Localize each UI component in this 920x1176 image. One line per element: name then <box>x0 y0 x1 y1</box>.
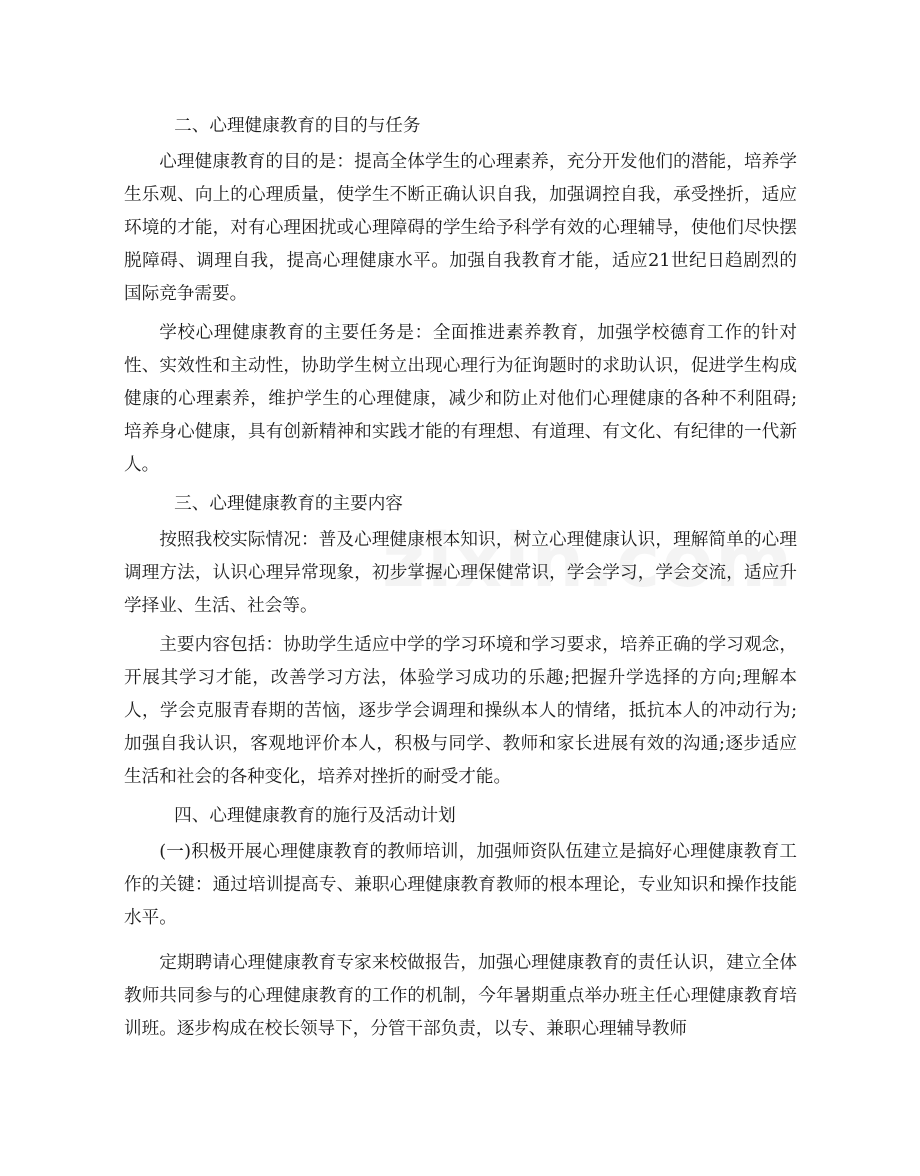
document-body <box>124 110 797 1046</box>
paragraph-expert-reports: 定期聘请心理健康教育专家来校做报告，加强心理健康教育的责任认识，建立全体教师共同参与的心理健康教育的工作的机制，今年暑期重点举办班主任心理健康教育培训班。逐步构成在校长领导下，分管干部负责，以专、兼职心理辅导教师 <box>124 953 797 1039</box>
paragraph-teacher-training: (一)积极开展心理健康教育的教师培训，加强师资队伍建立是搞好心理健康教育工作的关键：通过培训提高专、兼职心理健康教育教师的根本理论，专业知识和操作技能水平。 <box>124 842 797 928</box>
paragraph-main-content: 主要内容包括：协助学生适应中学的学习环境和学习要求，培养正确的学习观念，开展其学习才能，改善学习方法，体验学习成功的乐趣;把握升学选择的方向;理解本人，学会克服青春期的苦恼，逐步学会调理和操纵本人的情绪，抵抗本人的冲动行为;加强自我认识，客观地评价本人，积极与同学、教师和家长进展有效的沟通;逐步适应生活和社会的各种变化，培养对挫折的耐受才能。 <box>124 635 797 787</box>
section-heading-3: 三、心理健康教育的主要内容 <box>174 494 403 514</box>
section-heading-4: 四、心理健康教育的施行及活动计划 <box>174 806 456 826</box>
section-heading-2: 二、心理健康教育的目的与任务 <box>174 116 421 136</box>
paragraph-content-overview: 按照我校实际情况：普及心理健康根本知识，树立心理健康认识，理解简单的心理调理方法，认识心理异常现象，初步掌握心理保健常识，学会学习，学会交流，适应升学择业、生活、社会等。 <box>124 530 797 616</box>
paragraph-tasks: 学校心理健康教育的主要任务是：全面推进素养教育，加强学校德育工作的针对性、实效性和主动性，协助学生树立出现心理行为征询题时的求助认识，促进学生构成健康的心理素养，维护学生的心理健康，减少和防止对他们心理健康的各种不利阻碍;培养身心健康，具有创新精神和实践才能的有理想、有道理、有文化、有纪律的一代新人。 <box>124 323 797 475</box>
paragraph-purpose: 心理健康教育的目的是：提高全体学生的心理素养，充分开发他们的潜能，培养学生乐观、向上的心理质量，使学生不断正确认识自我，加强调控自我，承受挫折，适应环境的才能，对有心理困扰或心理障碍的学生给予科学有效的心理辅导，使他们尽快摆脱障碍、调理自我，提高心理健康水平。加强自我教育才能，适应21世纪日趋剧烈的国际竞争需要。 <box>124 152 797 304</box>
